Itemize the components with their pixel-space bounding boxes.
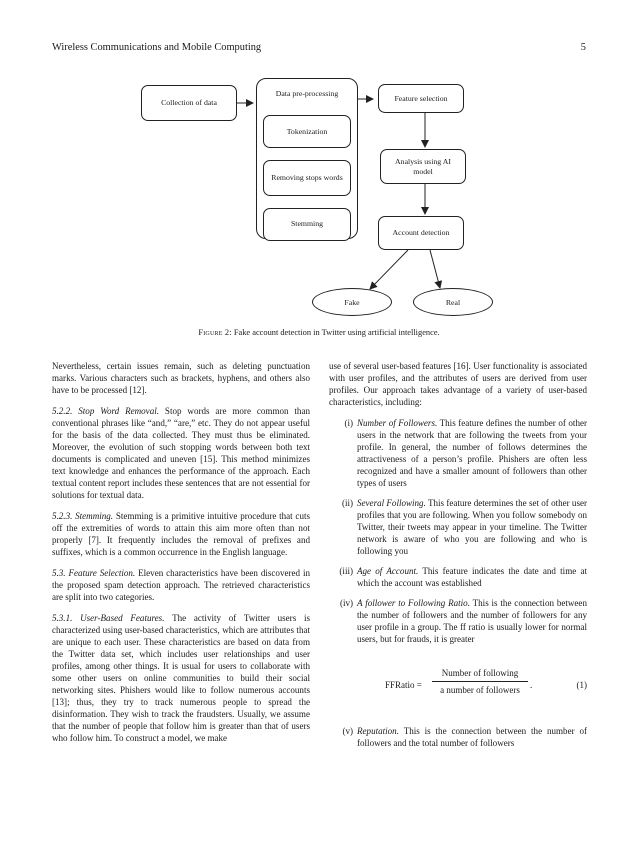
list-item — [329, 725, 587, 749]
list-item-text: This feature indicates the date and time at which the account was established — [357, 566, 587, 588]
list-item-text: This feature defines the number of other users in the network that are following the tweets from your profile. In general, the number of follows determines the attractiveness of a person’s profile. Phishers are often less recognized and have a smaller amount of followers than other types of users — [357, 418, 588, 488]
section-5-2-3 — [52, 510, 310, 558]
analysis-box — [380, 149, 466, 184]
removing-stops-box — [263, 160, 351, 196]
equation-period: . — [530, 680, 533, 690]
collection-of-data-box — [141, 85, 237, 121]
section-5-3-1 — [52, 612, 310, 744]
equation-ffratio — [329, 665, 587, 707]
feature-selection-box — [378, 84, 464, 113]
section-title: User-Based Features. — [80, 613, 165, 623]
section-number: 5.2.3. — [52, 511, 73, 521]
page-header — [52, 42, 586, 58]
equation-denominator: a number of followers — [440, 685, 520, 695]
section-text: Eleven characteristics have been discovered in the proposed spam detection approach. The retrieved characteristics are split into two categories. — [52, 568, 311, 602]
arrow-detection-to-real — [430, 250, 440, 288]
flow-diagram — [0, 70, 638, 320]
figure-label: Figure 2: — [198, 328, 232, 337]
paragraph-continued: use of several user-based features [16]. User functionality is associated with user profiles, and the attributes of users are derived from user profiles. Our approach takes advantage of a variety of user-based characteristics, including: — [329, 361, 587, 407]
section-number: 5.3. — [52, 568, 66, 578]
list-marker: (iv) — [339, 598, 353, 608]
section-title: Stop Word Removal. — [78, 406, 160, 416]
list-item — [329, 565, 587, 589]
equation-fraction — [432, 667, 528, 696]
page-number: 5 — [580, 42, 586, 53]
equation-lhs: FFRatio = — [385, 680, 422, 690]
list-marker: (iii) — [339, 566, 353, 576]
left-column — [52, 360, 310, 753]
list-item-title: Age of Account. — [357, 566, 419, 576]
figure-caption-text: Fake account detection in Twitter using artificial intelligence. — [233, 328, 440, 337]
figure-caption — [0, 328, 638, 337]
list-item-text: This is the connection between the number of followers and the total number of followers — [357, 726, 587, 748]
section-5-3 — [52, 567, 310, 603]
stemming-label: Stemming — [290, 219, 324, 228]
list-item — [329, 417, 587, 489]
list-item — [329, 597, 587, 645]
journal-title: Wireless Communications and Mobile Computing — [52, 42, 262, 53]
section-number: 5.3.1. — [52, 613, 73, 623]
list-item-title: Several Following. — [357, 498, 426, 508]
fake-ellipse — [312, 288, 392, 316]
arrow-detection-to-fake — [370, 250, 408, 289]
list-marker: (v) — [342, 726, 353, 736]
real-label: Real — [445, 297, 461, 307]
section-text: The activity of Twitter users is characterized using user-based characteristics, which are attributes that are unique to each user. These characteristics are based on data from the Twitter data set, which includes user relationships and user profiles, among other things. It is usual for users to collaborate with some other users on online communities to build their social networking sites. Phishers would like to follow numerous accounts [13]; thus, they try to track numerous people to spread the disinformation. They wish to track the fraudsters. Usually, we assume that the number of people that follow him is greater than that of users who follow him. To construct a model, we make — [52, 613, 310, 743]
list-item-title: A follower to Following Ratio. — [357, 598, 470, 608]
analysis-label: Analysis using AI model — [395, 156, 451, 176]
section-5-2-2 — [52, 405, 310, 501]
removing-stops-label: Removing stops words — [271, 173, 343, 183]
section-number: 5.2.2. — [52, 406, 73, 416]
list-item — [329, 497, 587, 557]
section-title: Feature Selection. — [68, 568, 136, 578]
equation-number: (1) — [576, 680, 587, 690]
right-column — [329, 360, 587, 757]
list-item-text: This is the connection between the number of followers and the number of followers for any user profile in a group. The ff ratio is usually lower for normal users, but for frauds, it is greater — [357, 598, 587, 644]
stemming-box — [263, 208, 351, 241]
list-item-title: Reputation. — [357, 726, 399, 736]
list-item-title: Number of Followers. — [357, 418, 438, 428]
feature-selection-label: Feature selection — [394, 93, 448, 103]
account-detection-box — [378, 216, 464, 250]
real-ellipse — [413, 288, 493, 316]
account-detection-label: Account detection — [392, 228, 450, 238]
collection-of-data-label: Collection of data — [161, 98, 217, 108]
paragraph-intro: Nevertheless, certain issues remain, such as deleting punctuation marks. Various characters such as brackets, hyphens, and others also have to be processed [12]. — [52, 361, 310, 395]
list-marker: (i) — [344, 418, 353, 428]
list-marker: (ii) — [341, 498, 353, 508]
fake-label: Fake — [344, 297, 360, 307]
section-text: Stemming is a primitive intuitive procedure that cuts off the extremities of words to attain this aim more often than not properly [7]. It frequently includes the removal of prefixes and suffixes, which is a common occurrence in the English language. — [52, 511, 311, 557]
list-item-text: This feature determines the set of other user profiles that you are following. When you follow somebody on Twitter, their tweets may appear in your timeline. The Twitter network is aware of who you are following and who is following you — [357, 498, 587, 556]
tokenization-box — [263, 115, 351, 148]
section-title: Stemming. — [75, 511, 114, 521]
preprocessing-title: Data pre-processing — [275, 89, 339, 98]
tokenization-label: Tokenization — [286, 126, 328, 136]
equation-numerator: Number of following — [441, 668, 519, 678]
section-text: Stop words are more common than conventional phrases like “and,” “are,” etc. They do not appear useful for the basis of the data collected. They must thus be eliminated. Moreover, the evolution of such stopping words between both text documents is complicated and uneven [15]. This method minimizes text knowledge and enhances the performance of the approach. Each textual content report includes these sentences that are not essential for solutions for textual data. — [52, 406, 310, 500]
